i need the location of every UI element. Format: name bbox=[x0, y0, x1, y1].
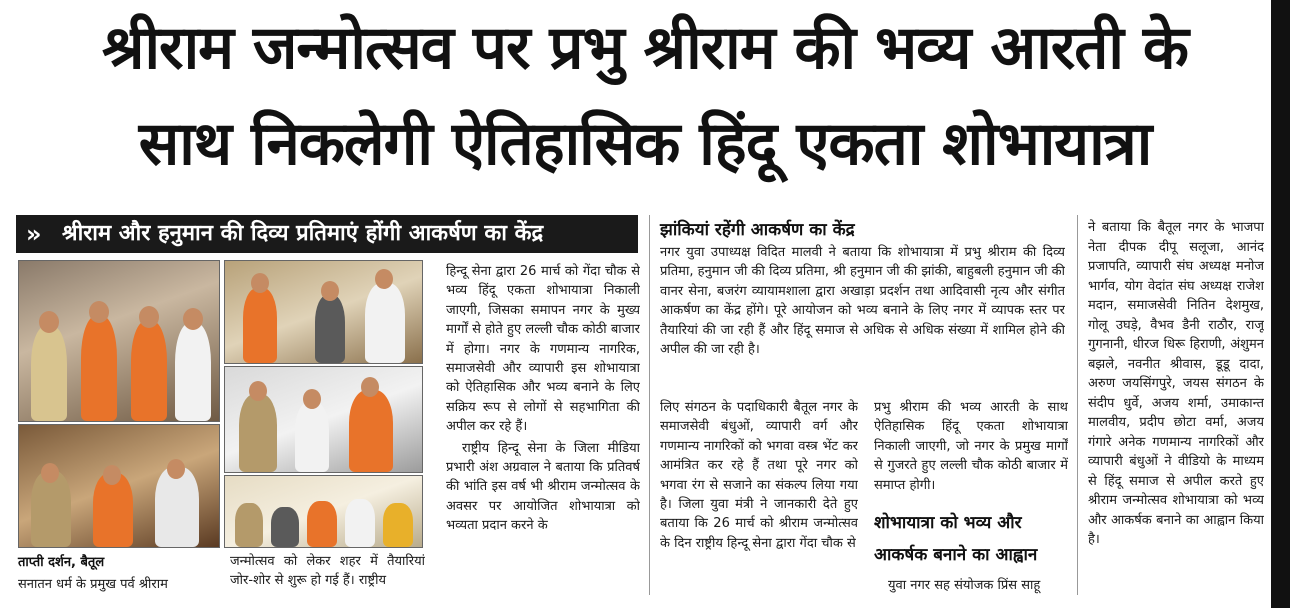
column-5 bbox=[1088, 218, 1264, 598]
column-divider bbox=[649, 215, 650, 595]
dateline: ताप्ती दर्शन, बैतूल bbox=[18, 555, 105, 570]
column-3-top bbox=[660, 243, 1065, 373]
headline-line-1: श्रीराम जन्मोत्सव पर प्रभु श्रीराम की भव्य आरती के bbox=[102, 13, 1188, 83]
column-divider-2 bbox=[1077, 215, 1078, 595]
col4-heading-2: आकर्षक बनाने का आह्वान bbox=[874, 545, 1038, 565]
column-4 bbox=[874, 398, 1068, 508]
chevron-icon: » bbox=[26, 220, 42, 248]
col4-paragraph-1: प्रभु श्रीराम की भव्य आरती के साथ ऐतिहासिक हिंदू एकता शोभायात्रा निकाली जाएगी, जो नगर के प्रमुख मार्गों से गुजरते हुए लल्ली चौक कोठी बाजार में समाप्त होगी। bbox=[874, 400, 1068, 493]
col3-heading: झांकियां रहेंगी आकर्षण का केंद्र bbox=[660, 220, 855, 240]
subheading-text: श्रीराम और हनुमान की दिव्य प्रतिमाएं होंगी आकर्षण का केंद्र bbox=[62, 221, 544, 246]
col4-paragraph-2: युवा नगर सह संयोजक प्रिंस साहू bbox=[888, 578, 1041, 593]
column-2-bottom bbox=[230, 552, 425, 596]
subheading-bar bbox=[16, 215, 638, 253]
column-3-bottom bbox=[660, 398, 858, 594]
col3-paragraph-1: नगर युवा उपाध्यक्ष विदित मालवी ने बताया कि शोभायात्रा में प्रभु श्रीराम की दिव्य प्रतिमा, हनुमान जी की दिव्य प्रतिमा, श्री हनुमान जी की झांकी, बाहुबली हनुमान जी की वानर सेना, बजरंग व्यायामशाला द्वारा अखाड़ा प्रदर्शन तथा आदिवासी नृत्य और संगीत आकर्षण का केंद्र होंगे। पूरे आयोजन को भव्य बनाने के लिए नगर में व्यापक स्तर पर तैयारियां की जा रही हैं और हिंदू समाज से अधिक से अधिक संख्या में शामिल होने की अपील की जा रही है। bbox=[660, 245, 1065, 358]
col5-paragraph-1: ने बताया कि बैतूल नगर के भाजपा नेता दीपक दीपू सलूजा, आनंद प्रजापति, व्यापारी संघ अध्यक्ष मनोज भार्गव, योग वेदांत संघ अध्यक्ष राजेश मदान, समाजसेवी नितिन देशमुख, गोलू उघड़े, वैभव डैनी राठौर, राजू गुगनानी, धीरज धिरू हिराणी, अंशुमन बझले, नवनीत श्रीवास, डूडू दादा, अरुण जयसिंगपुरे, जयस संगठन के संदीप धुर्वे, अजय शर्मा, उमाकान्त मालवीय, प्रदीप छोटा वर्मा, अजय गंगारे अनेक गणमान्य नागरिकों और व्यापारी बंधुओं ने वीडियो के माध्यम से हिंदू समाज से अपील करते हुए श्रीराम जन्मोत्सव शोभायात्रा को भव्य और आकर्षक बनाने का आह्वान किया है। bbox=[1088, 220, 1264, 547]
photo-group-1 bbox=[18, 260, 220, 422]
column-4-bottom bbox=[888, 576, 1068, 598]
headline-line-2: साथ निकलेगी ऐतिहासिक हिंदू एकता शोभायात्रा bbox=[138, 109, 1152, 179]
column-2 bbox=[446, 262, 640, 552]
bottom-left-text: सनातन धर्म के प्रमुख पर्व श्रीराम bbox=[18, 577, 168, 592]
photo-group-4 bbox=[18, 424, 220, 548]
col2-paragraph-3: जन्मोत्सव को लेकर शहर में तैयारियां जोर-शोर से शुरू हो गई हैं। राष्ट्रीय bbox=[230, 554, 425, 589]
col3-paragraph-2: लिए संगठन के पदाधिकारी बैतूल नगर के समाजसेवी बंधुओं, व्यापारी वर्ग और गणमान्य नागरिकों को भगवा वस्त्र भेंट कर आमंत्रित कर रहे हैं तथा पूरे नगर को भगवा रंग से सजाने का संकल्प लिया गया है। जिला युवा मंत्री ने जानकारी देते हुए बताया कि 26 मार्च को श्रीराम जन्मोत्सव के दिन राष्ट्रीय हिन्दू सेना द्वारा गेंदा चौक से bbox=[660, 400, 858, 551]
col2-paragraph-1: हिन्दू सेना द्वारा 26 मार्च को गेंदा चौक से भव्य हिंदू एकता शोभायात्रा निकाली जाएगी, जिसका समापन नगर के मुख्य मार्गों से होते हुए लल्ली चौक कोठी बाजार में होगा। नगर के गणमान्य नागरिक, समाजसेवी और व्यापारी इस शोभायात्रा को ऐतिहासिक और भव्य बनाने के लिए सक्रिय रूप से लोगों से सहभागिता की अपील कर रहे हैं। bbox=[446, 264, 640, 435]
photo-group-2 bbox=[224, 260, 423, 364]
col4-heading-1: शोभायात्रा को भव्य और bbox=[874, 513, 1022, 533]
photo-group-5 bbox=[224, 475, 423, 548]
page-edge-bar bbox=[1271, 0, 1290, 608]
photo-group-3 bbox=[224, 366, 423, 473]
col2-paragraph-2: राष्ट्रीय हिन्दू सेना के जिला मीडिया प्रभारी अंश अग्रवाल ने बताया कि प्रतिवर्ष की भांति इस वर्ष भी श्रीराम जन्मोत्सव के अवसर पर आयोजित शोभायात्रा को भव्यता प्रदान करने के bbox=[446, 440, 640, 534]
